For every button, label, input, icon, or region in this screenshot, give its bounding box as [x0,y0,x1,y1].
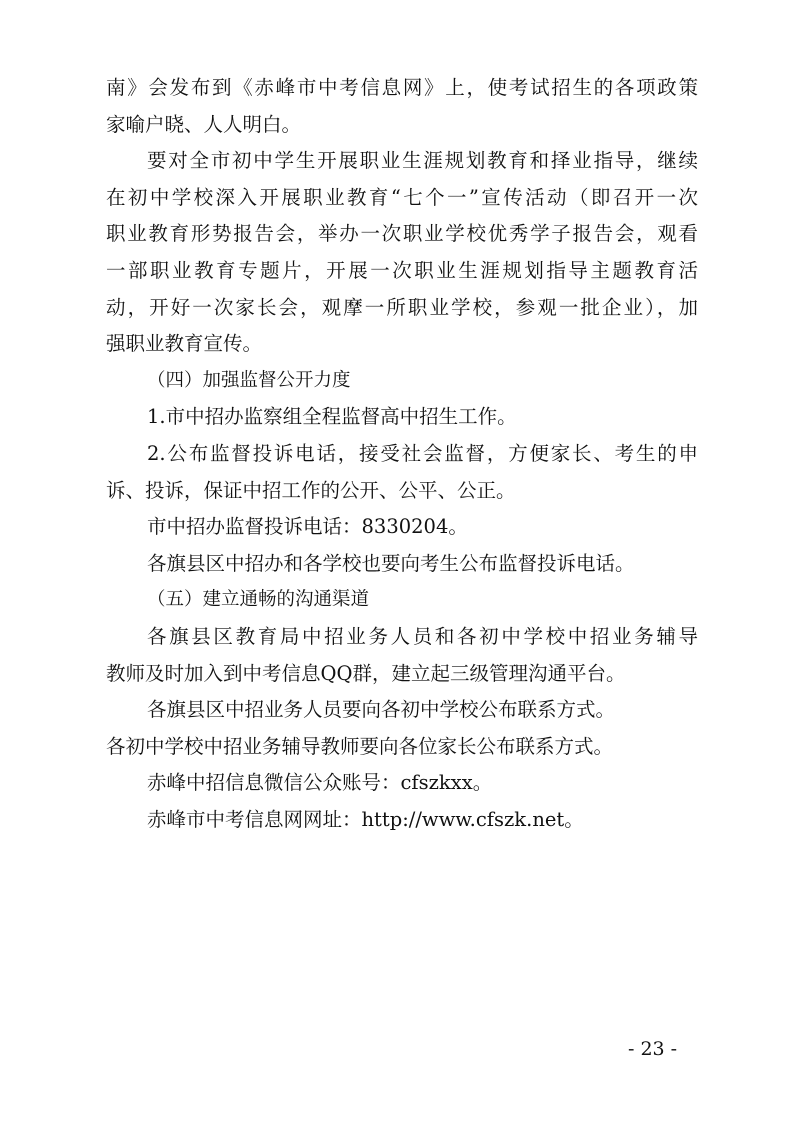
section-heading-5: （五）建立通畅的沟通渠道 [147,589,370,611]
section-heading-4: （四）加强监督公开力度 [147,369,351,391]
text-line: 要对全市初中学生开展职业生涯规划教育和择业指导，继续 [147,149,698,173]
text-line: 强职业教育宣传。 [106,332,263,356]
text-line: 动，开好一次家长会，观摩一所职业学校，参观一批企业），加 [106,295,698,319]
text-line: 职业教育形势报告会，举办一次职业学校优秀学子报告会，观看 [106,222,698,246]
text-line: 各旗县区中招业务人员要向各初中学校公布联系方式。 [147,698,616,722]
text-line: 教师及时加入到中考信息QQ群，建立起三级管理沟通平台。 [106,661,626,685]
text-line: 2.公布监督投诉电话，接受社会监督，方便家长、考生的申 [147,441,698,465]
text-line: 在初中学校深入开展职业教育“七个一”宣传活动（即召开一次 [106,185,698,209]
page-number: - 23 - [628,1038,678,1060]
text-line: 1.市中招办监察组全程监督高中招生工作。 [147,405,517,429]
wechat-account-line: 赤峰中招信息微信公众账号：cfszkxx。 [147,771,493,795]
text-line: 南》会发布到《赤峰市中考信息网》上，使考试招生的各项政策 [106,76,698,99]
text-line: 各初中学校中招业务辅导教师要向各位家长公布联系方式。 [106,734,614,758]
document-body [106,70,698,838]
text-line: 诉、投诉，保证中招工作的公开、公平、公正。 [106,478,516,502]
complaint-phone-line: 市中招办监督投诉电话：8330204。 [147,515,468,539]
text-line: 家喻户晓、人人明白。 [106,112,302,136]
website-url-line: 赤峰市中考信息网网址：http://www.cfszk.net。 [147,807,584,831]
text-line: 各旗县区教育局中招业务人员和各初中学校中招业务辅导 [147,624,698,648]
text-line: 各旗县区中招办和各学校也要向考生公布监督投诉电话。 [147,551,635,575]
text-line: 一部职业教育专题片，开展一次职业生涯规划指导主题教育活 [106,258,698,282]
